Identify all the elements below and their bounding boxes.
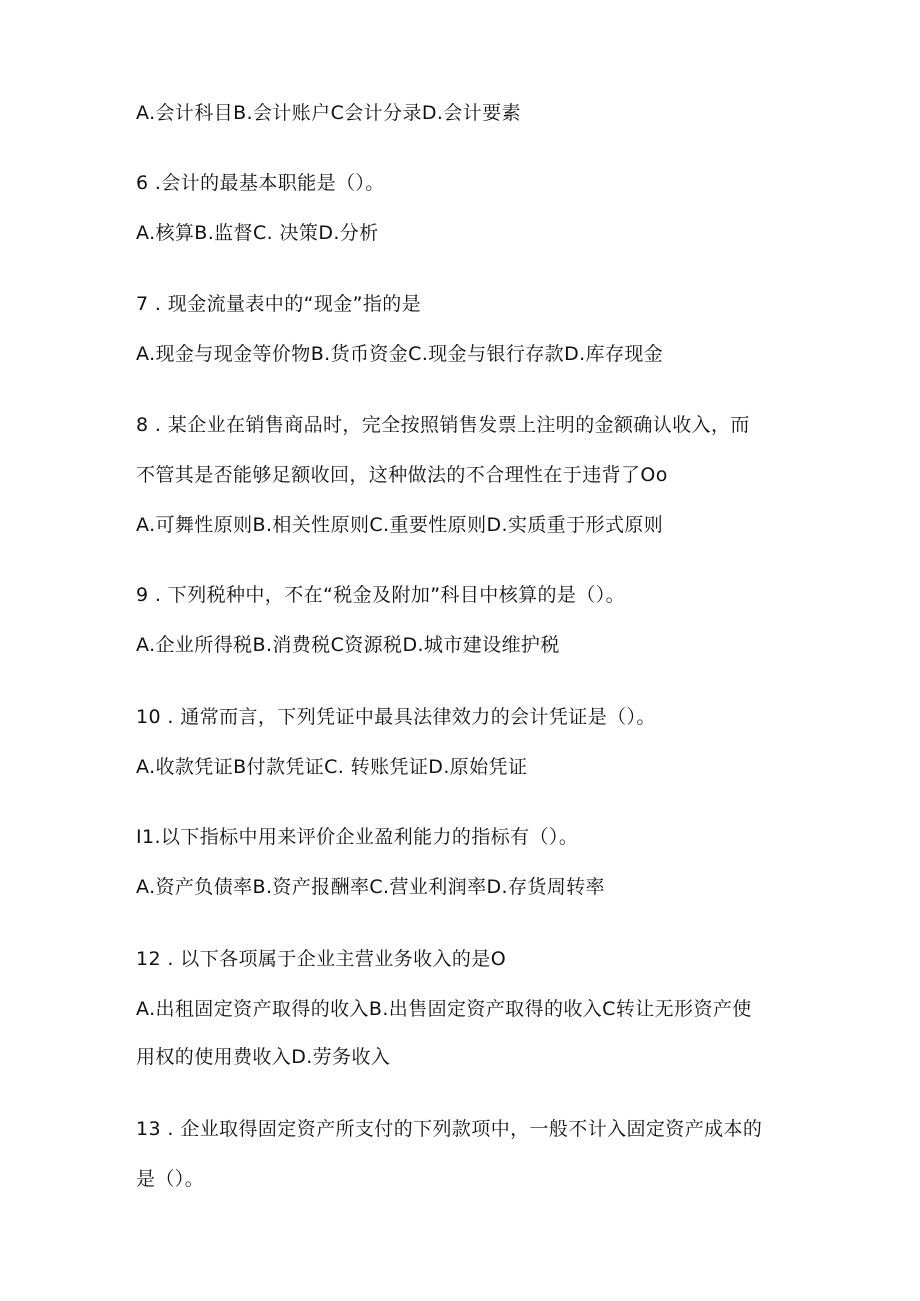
option-line-q5: A.会计科目B.会计账户C会计分录D.会计要素 [136, 102, 521, 124]
question-11: I1.以下指标中用来评价企业盈利能力的指标有（）。 [136, 826, 579, 848]
question-12: 12 . 以下各项属于企业主营业务收入的是O [136, 948, 507, 970]
question-13-line-2: 是（）。 [136, 1168, 205, 1190]
question-9: 9 . 下列税种中，不在“税金及附加”科目中核算的是（）。 [136, 584, 625, 606]
option-line-q11: A.资产负债率B.资产报酬率C.营业利润率D.存货周转率 [136, 876, 605, 898]
option-line-q12-1: A.出租固定资产取得的收入B.出售固定资产取得的收入C转让无形资产使 [136, 998, 752, 1020]
question-8-line-1: 8 . 某企业在销售商品时，完全按照销售发票上注明的金额确认收入，而 [136, 414, 750, 436]
option-line-q7: A.现金与现金等价物B.货币资金C.现金与银行存款D.库存现金 [136, 343, 664, 365]
option-line-q8: A.可舞性原则B.相关性原则C.重要性原则D.实质重于形式原则 [136, 514, 664, 536]
option-line-q6: A.核算B.监督C. 决策D.分析 [136, 222, 379, 244]
question-13-line-1: 13 . 企业取得固定资产所支付的下列款项中，一般不计入固定资产成本的 [136, 1118, 763, 1140]
question-7: 7 . 现金流量表中的“现金”指的是 [136, 293, 422, 315]
option-line-q10: A.收款凭证B付款凭证C. 转账凭证D.原始凭证 [136, 756, 528, 778]
option-line-q9: A.企业所得税B.消费税C资源税D.城市建设维护税 [136, 634, 560, 656]
question-10: 10 . 通常而言，下列凭证中最具法律效力的会计凭证是（）。 [136, 706, 656, 728]
question-8-line-2: 不管其是否能够足额收回，这种做法的不合理性在于违背了Oo [136, 464, 668, 486]
option-line-q12-2: 用权的使用费收入D.劳务收入 [136, 1046, 391, 1068]
question-6: 6 .会计的最基本职能是（）。 [136, 172, 385, 194]
